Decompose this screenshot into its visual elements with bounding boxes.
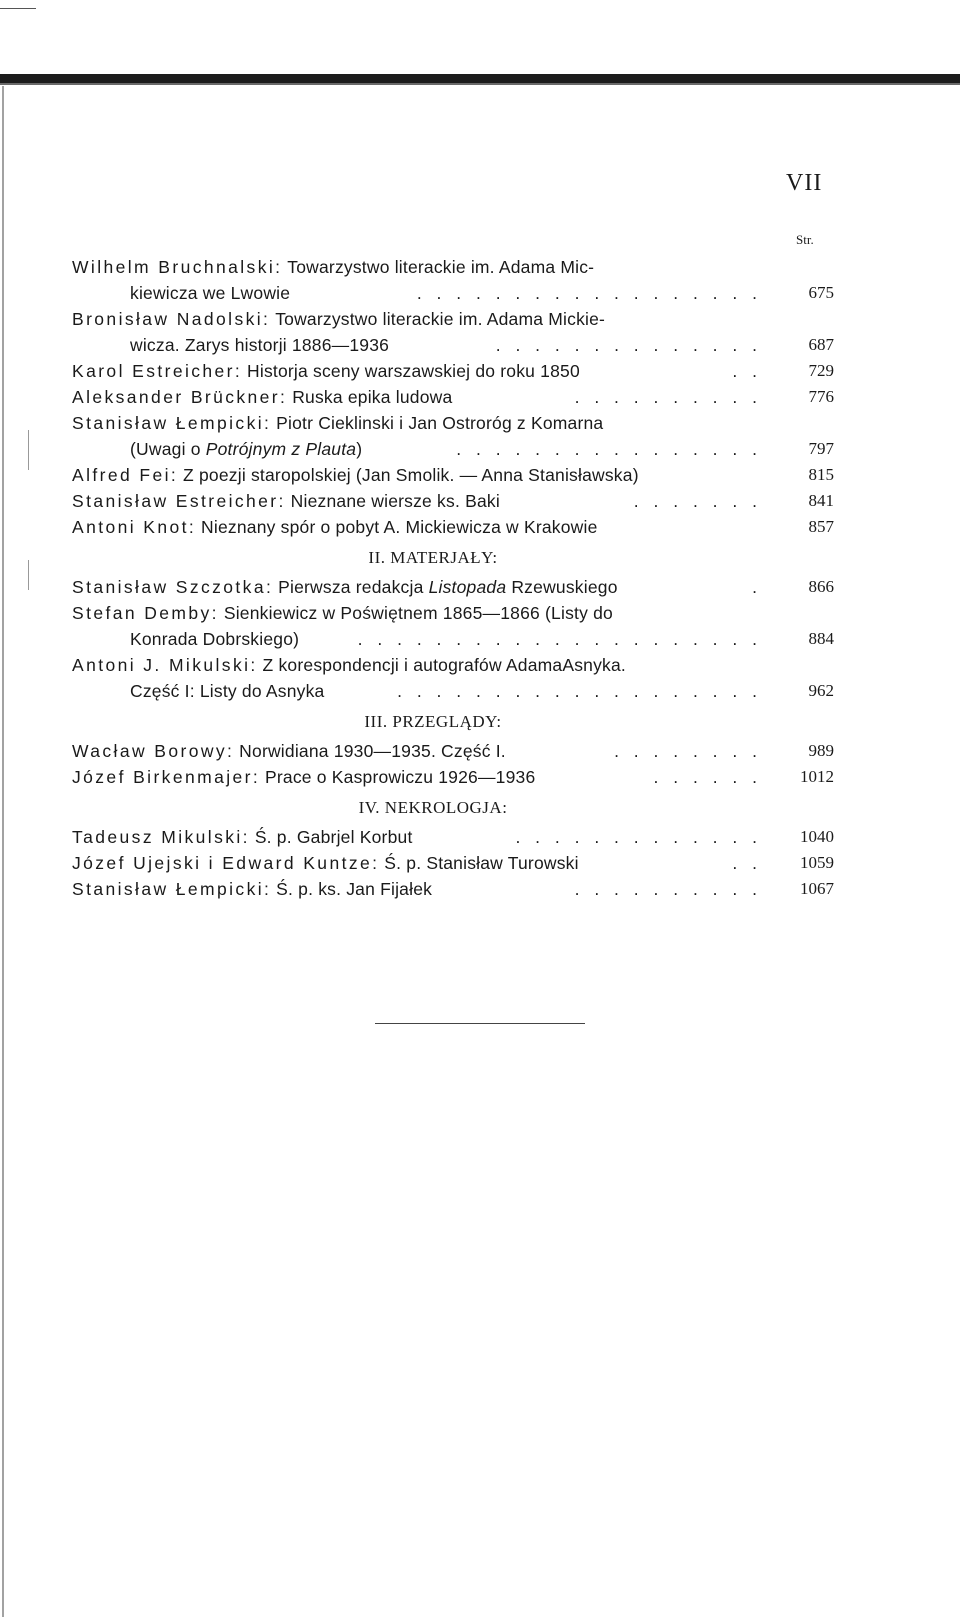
entry-title: Z korespondencji i autografów AdamaAsnyka. (262, 655, 626, 675)
leader-dots: . . . . . . . . . . . . . . . . (456, 439, 762, 459)
entry-page: 776 (808, 387, 834, 406)
entry-title: (Uwagi o (130, 439, 206, 459)
entry-title: Konrada Dobrskiego) (130, 629, 300, 649)
entry-author: Stanisław Szczotka: (72, 577, 274, 597)
entry-title: Towarzystwo literackie im. Adama Mickie- (275, 309, 606, 329)
entry-title: Towarzystwo literackie im. Adama Mic- (287, 257, 595, 277)
entry-title: Pierwsza redakcja (278, 577, 429, 597)
entry-author: Bronisław Nadolski: (72, 309, 271, 329)
entry-page: 841 (808, 491, 834, 510)
entry-page: 815 (808, 465, 834, 484)
entry-author: Tadeusz Mikulski: (72, 827, 250, 847)
entry-page: 675 (808, 283, 834, 302)
entry-title: Prace o Kasprowiczu 1926—1936 (265, 767, 536, 787)
entry-page: 857 (808, 517, 834, 536)
entry-page: 1040 (800, 827, 834, 846)
entry-author: Stefan Demby: (72, 603, 219, 623)
entry-title: Historja sceny warszawskiej do roku 1850 (247, 361, 580, 381)
entry-title: Nieznany spór o pobyt A. Mickiewicza w Krakowie (201, 517, 598, 537)
entry-author: Stanisław Łempicki: (72, 413, 272, 433)
entry-page: 1012 (800, 767, 834, 786)
entry-title: Sienkiewicz w Poświętnem 1865—1866 (Listy do (223, 603, 613, 623)
section-heading: IV. NEKROLOGJA: (358, 798, 508, 817)
scan-speck (28, 560, 29, 590)
entry-page: 687 (808, 335, 834, 354)
toc-entry (72, 876, 834, 902)
scan-border-top-shadow (0, 83, 960, 85)
leader-dots: . . . . . . (653, 767, 762, 787)
toc-entry (72, 738, 834, 764)
entry-page: 866 (808, 577, 834, 596)
toc-entry (72, 600, 834, 652)
entry-title-italic: Listopada (428, 577, 507, 597)
leader-dots: . . . . . . . (633, 491, 762, 511)
toc-entry (72, 652, 834, 704)
leader-dots: . (752, 577, 762, 597)
entry-page: 797 (808, 439, 834, 458)
entry-title-italic: Potrójnym z Plauta (205, 439, 357, 459)
entry-page: 1059 (800, 853, 834, 872)
toc-entry (72, 514, 834, 540)
entry-title: Piotr Cieklinski i Jan Ostroróg z Komarna (276, 413, 604, 433)
entry-title: Ś. p. Gabrjel Korbut (254, 827, 413, 847)
table-of-contents (72, 254, 834, 902)
toc-entry (72, 574, 834, 600)
scan-border-top (0, 74, 960, 83)
leader-dots: . . . . . . . . . . (574, 879, 762, 899)
leader-dots: . . . . . . . . . . . . . . (495, 335, 762, 355)
toc-entry (72, 410, 834, 462)
section-heading: III. PRZEGLĄDY: (364, 712, 502, 731)
page-folio: VII (786, 170, 823, 196)
scan-speck (28, 430, 29, 470)
entry-title: Ś. p. ks. Jan Fijałek (276, 879, 433, 899)
toc-entry (72, 824, 834, 850)
leader-dots: . . . . . . . . (614, 741, 762, 761)
end-rule (375, 1023, 585, 1024)
entry-author: Józef Birkenmajer: (72, 767, 261, 787)
entry-title: Z poezji staropolskiej (Jan Smolik. — Anna Stanisławska) (183, 465, 639, 485)
entry-author: Wacław Borowy: (72, 741, 235, 761)
toc-entry (72, 488, 834, 514)
entry-title: kiewicza we Lwowie (130, 283, 291, 303)
toc-entry (72, 764, 834, 790)
leader-dots: . . (732, 361, 762, 381)
leader-dots: . . . . . . . . . . (574, 387, 762, 407)
entry-author: Antoni Knot: (72, 517, 197, 537)
entry-author: Alfred Fei: (72, 465, 179, 485)
toc-entry (72, 850, 834, 876)
leader-dots: . . . . . . . . . . . . . . . . . . . (397, 681, 762, 701)
leader-dots: . . . . . . . . . . . . . . . . . . . . . (357, 629, 762, 649)
scan-border-left (2, 86, 4, 1617)
page-column-label: Str. (796, 232, 814, 247)
entry-title: Ruska epika ludowa (292, 387, 453, 407)
entry-page: 989 (808, 741, 834, 760)
entry-title: Część I: Listy do Asnyka (130, 681, 325, 701)
leader-dots: . . . . . . . . . . . . . (515, 827, 762, 847)
entry-author: Stanisław Estreicher: (72, 491, 286, 511)
entry-title: Nieznane wiersze ks. Baki (290, 491, 500, 511)
entry-page: 1067 (800, 879, 834, 898)
entry-author: Antoni J. Mikulski: (72, 655, 258, 675)
top-edge-line (0, 8, 36, 9)
entry-page: 729 (808, 361, 834, 380)
entry-title: wicza. Zarys historji 1886—1936 (130, 335, 390, 355)
entry-page: 884 (808, 629, 834, 648)
leader-dots: . . . . . . . . . . . . . . . . . . (416, 283, 762, 303)
section-heading: II. MATERJAŁY: (368, 548, 498, 567)
toc-entry (72, 384, 834, 410)
entry-title: Ś. p. Stanisław Turowski (384, 853, 579, 873)
leader-dots: . . (732, 853, 762, 873)
toc-entry (72, 254, 834, 306)
toc-entry (72, 462, 834, 488)
toc-entry (72, 358, 834, 384)
entry-title: Rzewuskiego (506, 577, 618, 597)
entry-author: Aleksander Brückner: (72, 387, 288, 407)
entry-author: Karol Estreicher: (72, 361, 243, 381)
toc-entry (72, 306, 834, 358)
entry-title: Norwidiana 1930—1935. Część I. (239, 741, 506, 761)
entry-author: Józef Ujejski i Edward Kuntze: (72, 853, 380, 873)
entry-author: Stanisław Łempicki: (72, 879, 272, 899)
entry-page: 962 (808, 681, 834, 700)
entry-author: Wilhelm Bruchnalski: (72, 257, 283, 277)
entry-title: ) (356, 439, 363, 459)
